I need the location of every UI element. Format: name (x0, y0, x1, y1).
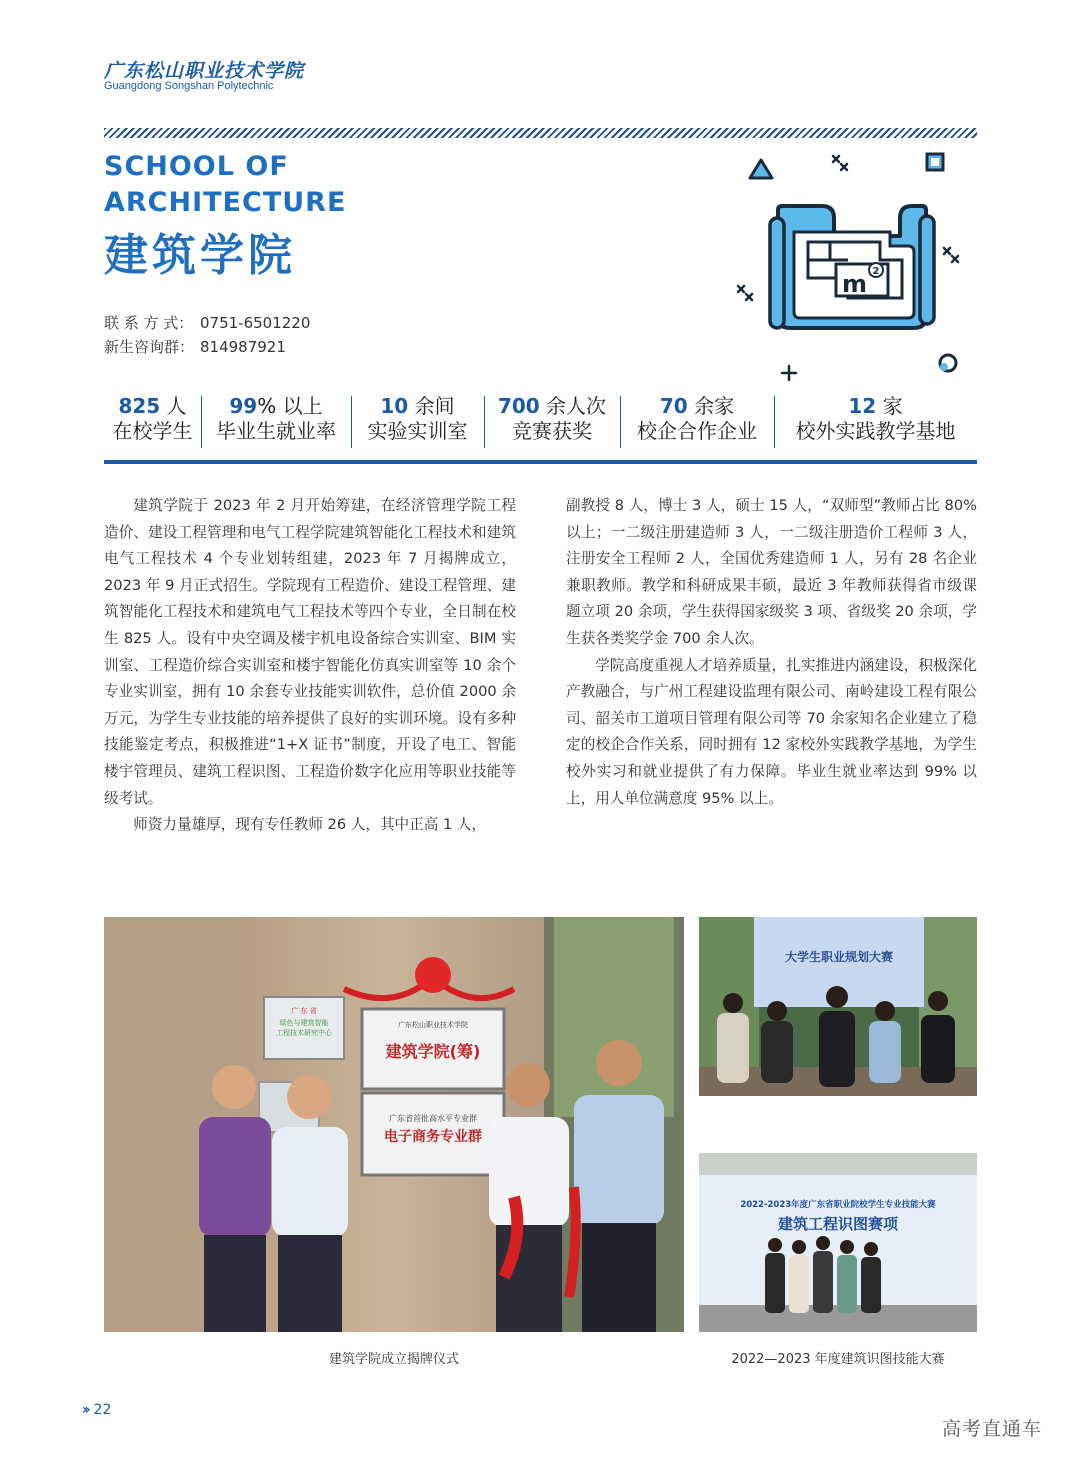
stat-label: 校企合作企业 (637, 419, 757, 443)
stat-unit: 人 (160, 394, 187, 418)
stat-number: 10 (380, 394, 409, 418)
stat-students (104, 394, 201, 456)
plaque-text: 绿色与建筑智能 (279, 1019, 329, 1027)
paragraph-intro: 建筑学院于 2023 年 2 月开始筹建，在经济管理学院工程造价、建设工程管理和电气工程学院建筑智能化工程技术和建筑电气工程技术 4 个专业划转组建，2023 年 7 月揭牌成立，2023 年 9 月正式招生。学院现有工程造价、建设工程管理、建筑智能化工程技术和建筑电气工程技术等四个专业，全日制在校生 825 人。设有中央空调及楼宇机电设备综合实训室、BIM 实训室、工程造价综合实训室和楼宇智能化仿真实训室等 10 余个专业实训室，拥有 10 余套专业技能实训软件，总价值 2000 余万元，为学生专业技能的培养提供了良好的实训环境。设有多种技能鉴定考点，积极推进“1+X 证书”制度，开设了电工、智能楼宇管理员、建筑工程识图、工程造价数字化应用等职业技能等级考试。 (104, 497, 516, 807)
stat-unit: % 以上 (257, 394, 323, 418)
stat-bases (774, 394, 977, 456)
screen-text: 大学生职业规划大赛 (784, 950, 894, 964)
paragraph-cooperation: 学院高度重视人才培养质量，扎实推进内涵建设，积极深化产教融合，与广州工程建设监理有限公司、南岭建设工程有限公司、韶关市工道项目管理有限公司等 70 余家知名企业建立了稳定的校企合作关系，同时拥有 12 家校外实践教学基地，为学生校外实习和就业提供了有力保障。毕业生就业率达到 99% 以上，用人单位满意度 95% 以上。 (566, 656, 977, 807)
title-en-line2: ARCHITECTURE (104, 187, 347, 218)
photo-career-contest (699, 917, 977, 1096)
stat-label: 毕业生就业率 (216, 419, 336, 443)
school-logo-en: Guangdong Songshan Polytechnic (104, 80, 274, 92)
school-logo-cn: 广东松山职业技术学院 (104, 60, 305, 82)
blueprint-m2-icon (730, 148, 980, 388)
hatched-divider (104, 128, 977, 138)
contact-phone-row (104, 312, 310, 334)
stat-label: 竞赛获奖 (512, 419, 592, 443)
stat-employment-rate (201, 394, 351, 456)
stat-partners (620, 394, 774, 456)
stat-label: 实验实训室 (367, 419, 468, 443)
stat-unit: 余间 (408, 394, 455, 418)
photo-unveiling-ceremony (104, 917, 684, 1332)
stats-bar (104, 394, 977, 456)
caption-contest: 2022—2023 年度建筑识图技能大赛 (731, 1352, 945, 1367)
plaque-text: 广 东 省 (291, 1007, 317, 1015)
stat-labs (351, 394, 484, 456)
body-column-right (566, 493, 977, 812)
stat-number: 12 (848, 394, 877, 418)
plaque-text: 电子商务专业群 (384, 1129, 482, 1145)
svg-text:m: m (842, 270, 868, 298)
stat-number: 700 (497, 394, 540, 418)
stat-label: 在校学生 (112, 419, 193, 443)
plaque-text: 建筑学院(筹) (385, 1042, 481, 1061)
page-title: 建筑学院 (104, 230, 296, 281)
banner-text: 建筑工程识图赛项 (777, 1215, 899, 1233)
stats-underline (104, 460, 977, 464)
banner-text: 2022-2023年度广东省职业院校学生专业技能大赛 (740, 1200, 936, 1210)
page-number-text: 22 (93, 1402, 112, 1418)
stat-number: 70 (659, 394, 688, 418)
body-column-left (104, 493, 516, 839)
stat-number: 99 (229, 394, 258, 418)
stat-unit: 余人次 (539, 394, 607, 418)
caption-unveiling: 建筑学院成立揭牌仪式 (328, 1352, 459, 1367)
stat-unit: 家 (876, 394, 903, 418)
paragraph-faculty-cont: 副教授 8 人，博士 3 人，硕士 15 人，“双师型”教师占比 80% 以上；一二级注册建造师 3 人，一二级注册造价工程师 3 人，注册安全工程师 2 人，全国优秀建造师 1 人，另有 28 名企业兼职教师。教学和科研成果丰硕，最近 3 年教师获得省市级课题立项 20 余项，学生获得国家级奖 3 项、省级奖 20 余项，学生获各类奖学金 700 余人次。 (566, 497, 977, 647)
paragraph-faculty-start: 师资力量雄厚，现有专任教师 26 人，其中正高 1 人， (133, 816, 487, 834)
stat-number: 825 (118, 394, 161, 418)
contact-phone: 0751-6501220 (200, 314, 311, 332)
plaque-text: 工程技术研究中心 (276, 1029, 332, 1037)
photo-drawing-contest (699, 1153, 977, 1332)
svg-text:2: 2 (872, 266, 880, 277)
contact-group-row (104, 336, 286, 358)
stat-awards (484, 394, 620, 456)
plaque-text: 广东省首批高水平专业群 (389, 1114, 477, 1123)
contact-group: 814987921 (200, 338, 286, 356)
title-en-line1: SCHOOL OF (104, 151, 289, 182)
page-number (82, 1402, 111, 1418)
watermark: 高考直通车 (942, 1418, 1043, 1440)
plaque-text: 广东松山职业技术学院 (398, 1021, 468, 1029)
stat-unit: 余家 (687, 394, 735, 418)
stat-label: 校外实践教学基地 (795, 419, 956, 443)
contact-phone-label: 联 系 方 式： (104, 314, 194, 332)
double-chevron-icon: ›› (82, 1402, 88, 1418)
contact-group-label: 新生咨询群： (104, 338, 195, 356)
